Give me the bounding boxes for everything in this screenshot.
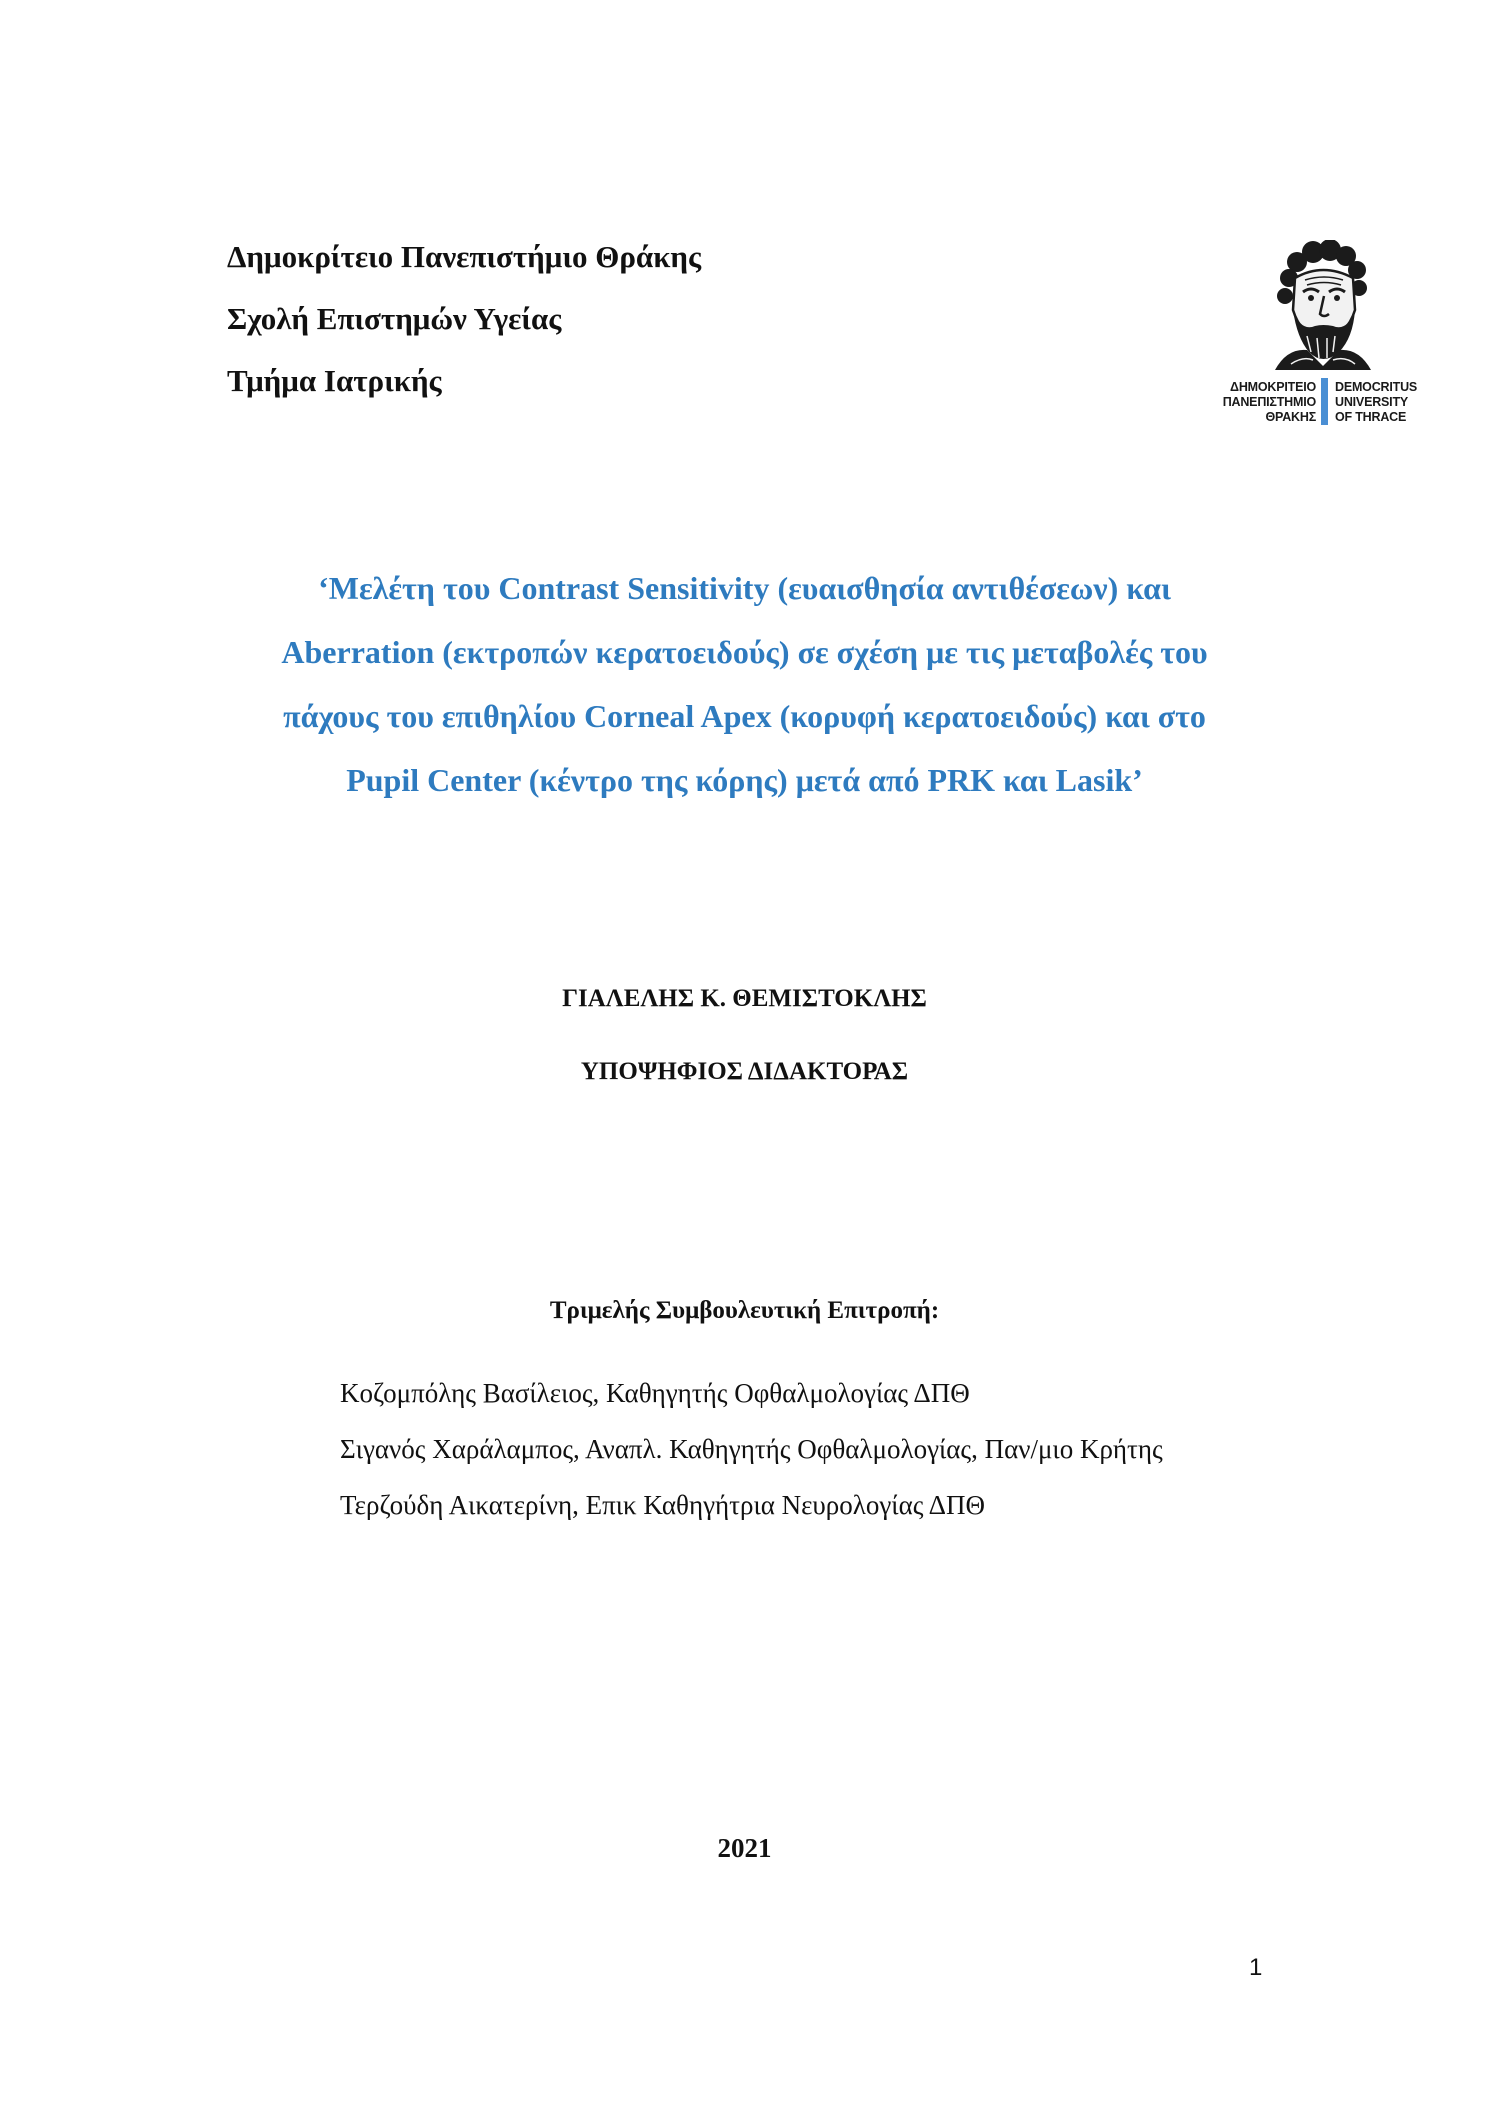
thesis-title-line: Pupil Center (κέντρο της κόρης) μετά από PRK και Lasik’ (346, 762, 1143, 798)
year: 2021 (717, 1833, 772, 1863)
department-name: Τμήμα Ιατρικής (227, 363, 442, 398)
thesis-title (150, 556, 1339, 812)
thesis-title-line: ‘Μελέτη του Contrast Sensitivity (ευαισθησία αντιθέσεων) και (318, 570, 1171, 606)
thesis-title-line: Aberration (εκτροπών κερατοειδούς) σε σχέση με τις μεταβολές του (281, 634, 1208, 670)
logo-greek-text: ΔΗΜΟΚΡΙΤΕΙΟ ΠΑΝΕΠΙΣΤΗΜΙΟ ΘΡΑΚΗΣ (1222, 380, 1316, 424)
logo-wordmark (1212, 378, 1430, 426)
democritus-portrait-icon (1267, 240, 1375, 370)
committee-members (340, 1365, 1163, 1533)
committee-member: Τερζούδη Αικατερίνη, Επικ Καθηγήτρια Νευρολογίας ΔΠΘ (340, 1490, 986, 1520)
thesis-title-line: πάχους του επιθηλίου Corneal Apex (κορυφή κερατοειδούς) και στο (283, 698, 1206, 734)
institution-header (227, 232, 701, 418)
logo-english-text: DEMOCRITUS UNIVERSITY OF THRACE (1335, 380, 1418, 424)
school-name: Σχολή Επιστημών Υγείας (227, 301, 562, 336)
committee-member: Κοζομπόλης Βασίλειος, Καθηγητής Οφθαλμολογίας ΔΠΘ (340, 1378, 970, 1408)
author-role: ΥΠΟΨΗΦΙΟΣ ΔΙΔΑΚΤΟΡΑΣ (580, 1058, 909, 1085)
committee-heading: Τριμελής Συμβουλευτική Επιτροπή: (549, 1297, 940, 1324)
author-name: ΓΙΑΛΕΛΗΣ Κ. ΘΕΜΙΣΤΟΚΛΗΣ (562, 985, 927, 1012)
page-number: 1 (1249, 1954, 1263, 1981)
logo-divider-bar (1321, 378, 1328, 425)
university-name: Δημοκρίτειο Πανεπιστήμιο Θράκης (227, 239, 702, 274)
committee-member: Σιγανός Χαράλαμπος, Αναπλ. Καθηγητής Οφθαλμολογίας, Παν/μιο Κρήτης (340, 1434, 1163, 1464)
university-logo (1212, 240, 1430, 430)
